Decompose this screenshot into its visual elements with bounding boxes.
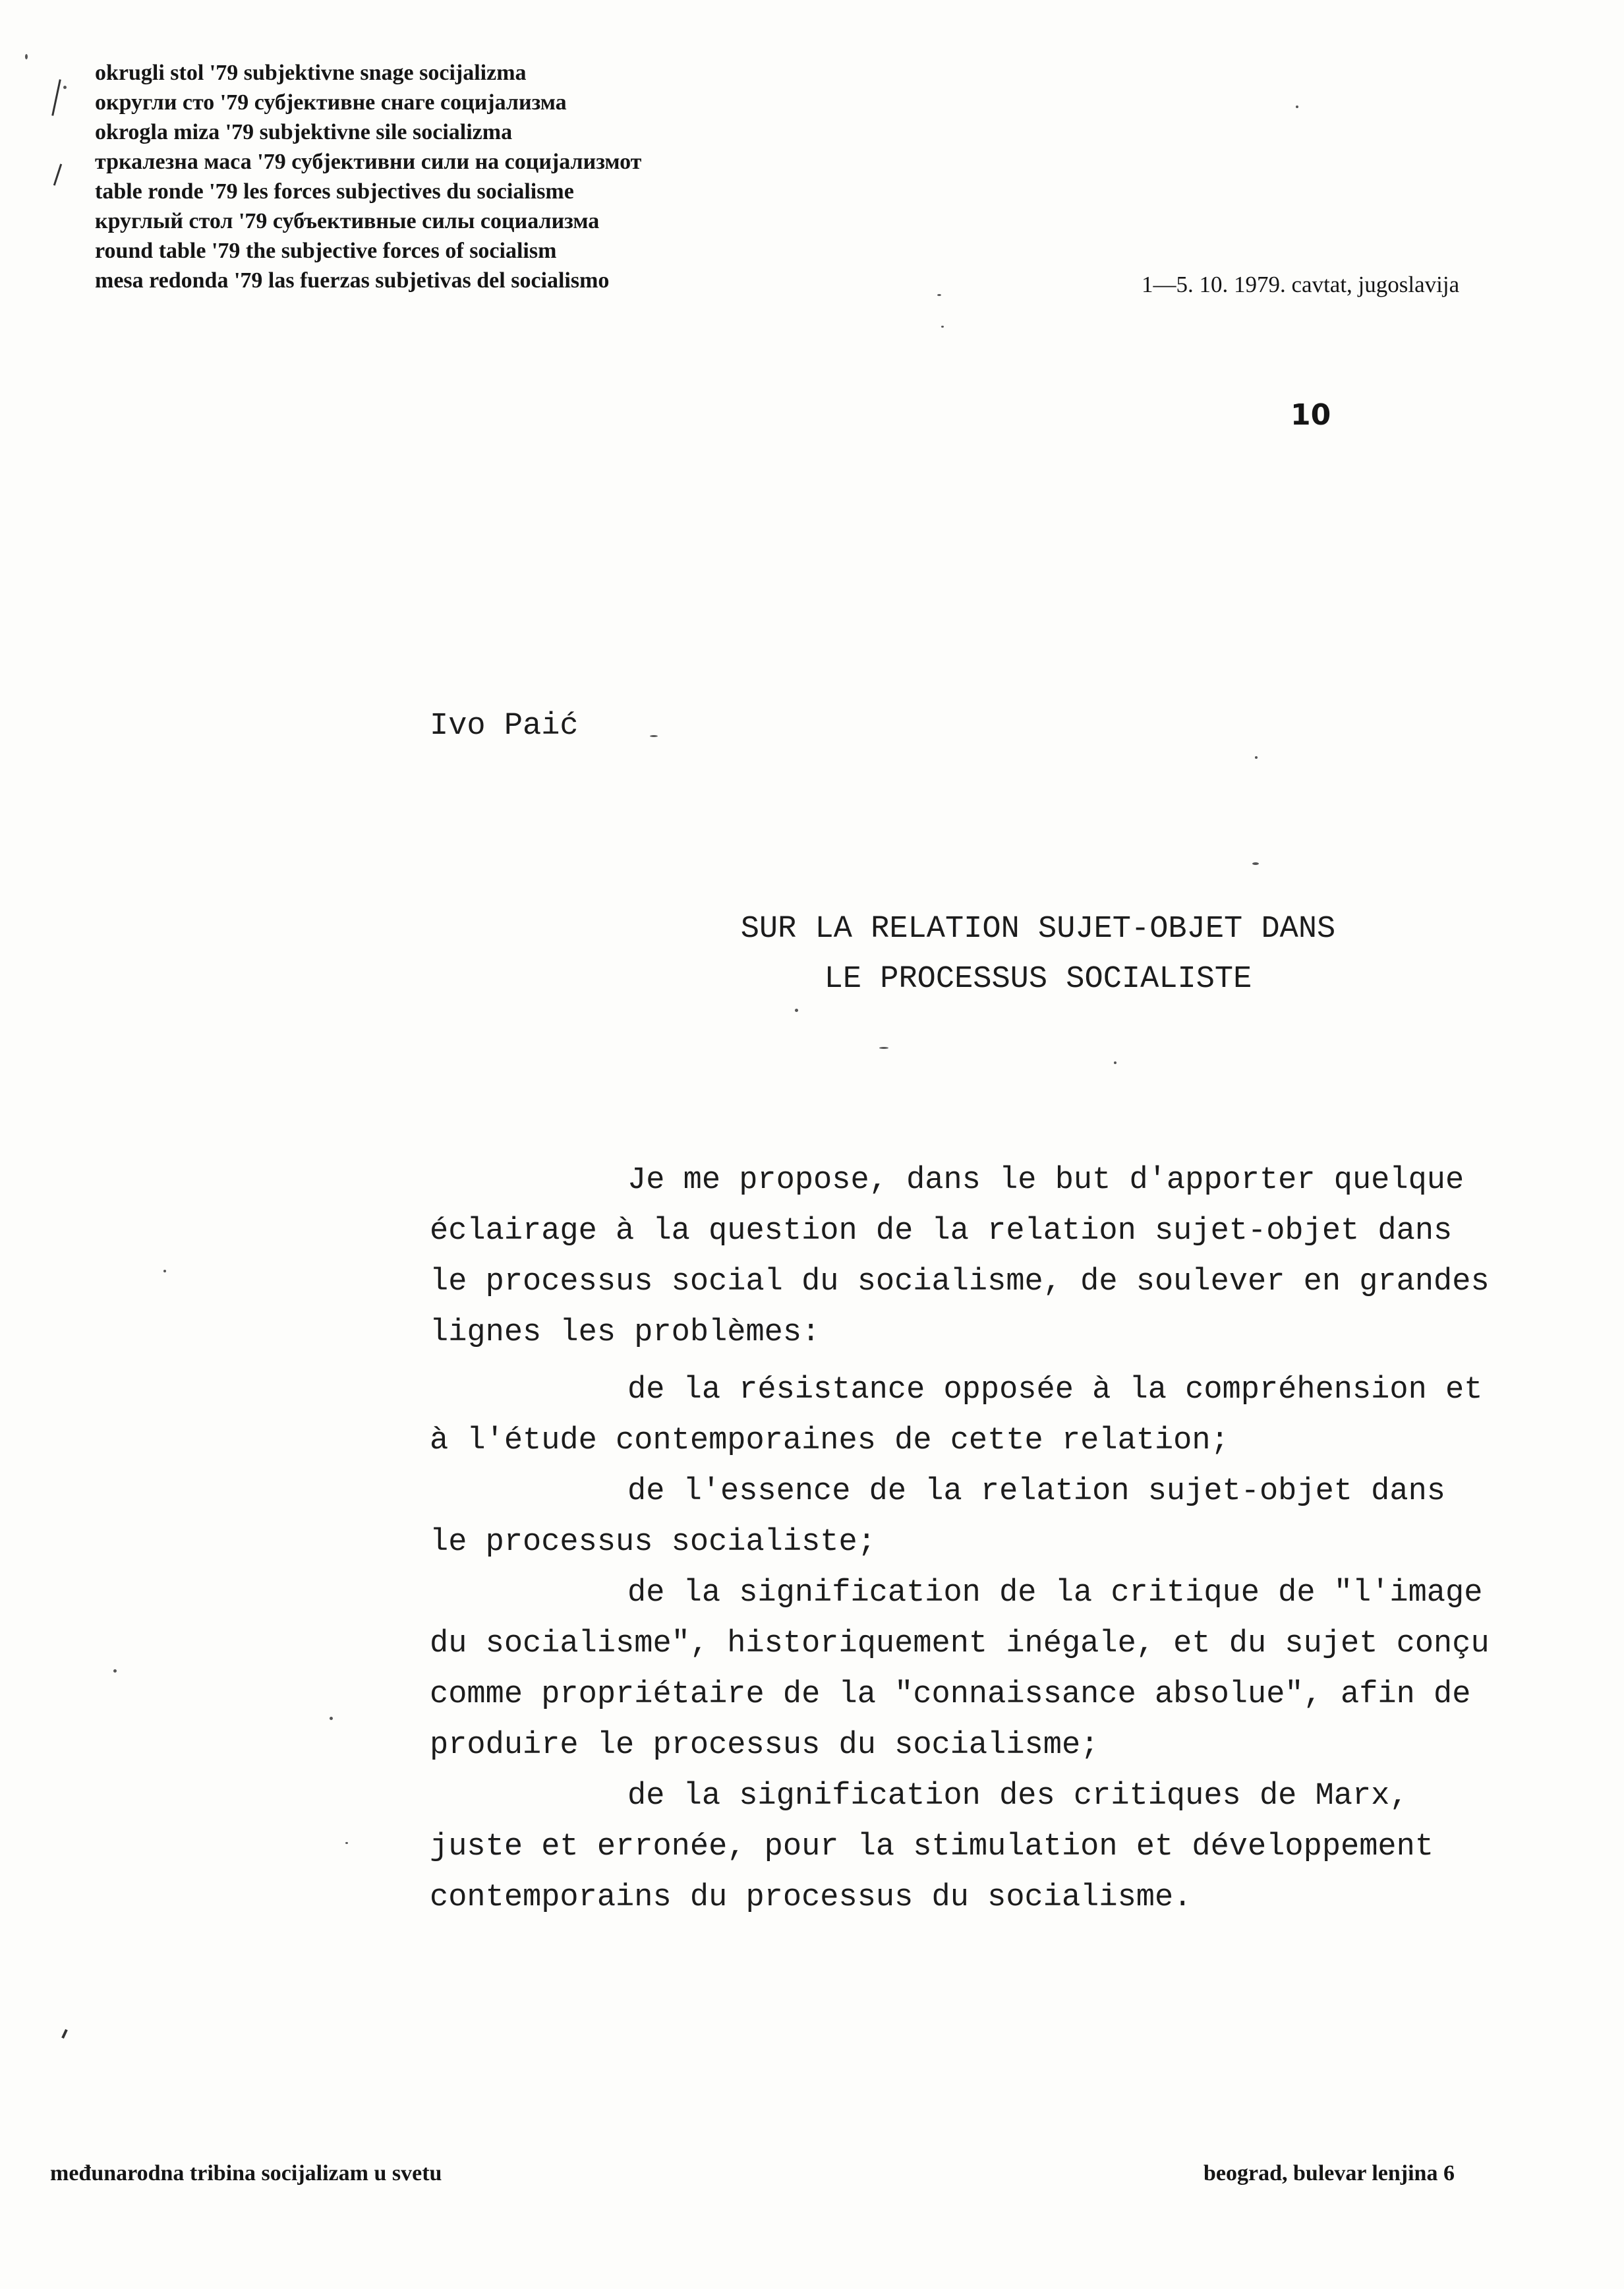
body-line: le processus social du socialisme, de soulever en grandes <box>430 1264 1490 1299</box>
author-name: Ivo Paić <box>430 709 579 744</box>
scan-speck <box>330 1717 333 1720</box>
scan-speck <box>879 1047 888 1049</box>
scan-speck <box>25 54 28 59</box>
header-line-macedonian: тркалезна маса '79 субјективни сили на социјализмот <box>95 150 642 174</box>
header-line-spanish: mesa redonda '79 las fuerzas subjetivas del socialismo <box>95 268 610 293</box>
header-line-french: table ronde '79 les forces subjectives du socialisme <box>95 179 574 204</box>
footer-publisher: međunarodna tribina socijalizam u svetu <box>50 2161 442 2185</box>
scan-speck <box>1296 105 1298 108</box>
paragraph-gap <box>430 1358 1590 1365</box>
scan-speck <box>113 1669 117 1673</box>
scan-speck <box>1114 1061 1116 1064</box>
paper-title <box>659 905 1417 1005</box>
conference-date-place: 1—5. 10. 1979. cavtat, jugoslavija <box>1142 272 1460 297</box>
margin-mark <box>53 164 62 185</box>
header-line-english: round table '79 the subjective forces of socialism <box>95 239 557 263</box>
body-line: comme propriétaire de la "connaissance absolue", afin de <box>430 1677 1471 1712</box>
margin-mark <box>51 79 61 115</box>
body-line: à l'étude contemporaines de cette relation; <box>430 1423 1229 1458</box>
scan-speck <box>1255 756 1258 759</box>
body-line: le processus socialiste; <box>430 1525 876 1560</box>
body-line: produire le processus du socialisme; <box>430 1728 1099 1763</box>
paper-number: 10 <box>1290 398 1331 432</box>
body-line: du socialisme", historiquement inégale, et du sujet conçu <box>430 1626 1490 1661</box>
body-line: éclairage à la question de la relation sujet-objet dans <box>430 1214 1453 1249</box>
body-line: de l'essence de la relation sujet-objet dans <box>627 1474 1446 1509</box>
title-line-1: SUR LA RELATION SUJET-OBJET DANS <box>740 912 1336 947</box>
header-line-serbian: округли сто '79 субјективне снаге социјализма <box>95 90 567 115</box>
footer-address: beograd, bulevar lenjina 6 <box>1204 2161 1455 2185</box>
body-line: juste et erronée, pour la stimulation et développement <box>430 1829 1434 1864</box>
scan-speck <box>1252 862 1259 865</box>
scan-speck <box>650 735 658 737</box>
header-line-russian: круглый стол '79 субъективные силы социализма <box>95 209 600 233</box>
scan-speck <box>63 86 67 89</box>
margin-mark <box>61 2029 68 2038</box>
conference-header <box>95 58 886 295</box>
scan-speck <box>163 1270 166 1272</box>
header-line-croatian: okrugli stol '79 subjektivne snage socijalizma <box>95 61 527 85</box>
title-line-2: LE PROCESSUS SOCIALISTE <box>824 962 1252 997</box>
body-line: de la résistance opposée à la compréhension et <box>627 1373 1483 1408</box>
scan-speck <box>941 326 944 328</box>
body-line: de la signification des critiques de Marx, <box>627 1779 1408 1814</box>
scan-speck <box>937 294 941 296</box>
header-line-slovenian: okrogla miza '79 subjektivne sile socializma <box>95 120 513 144</box>
body-text <box>430 1155 1590 1923</box>
body-line: Je me propose, dans le but d'apporter quelque <box>627 1163 1464 1198</box>
scan-speck <box>795 1009 798 1012</box>
scan-speck <box>345 1842 348 1844</box>
body-line: contemporains du processus du socialisme. <box>430 1880 1192 1915</box>
body-line: de la signification de la critique de "l'image <box>627 1576 1483 1611</box>
body-line: lignes les problèmes: <box>430 1315 821 1350</box>
